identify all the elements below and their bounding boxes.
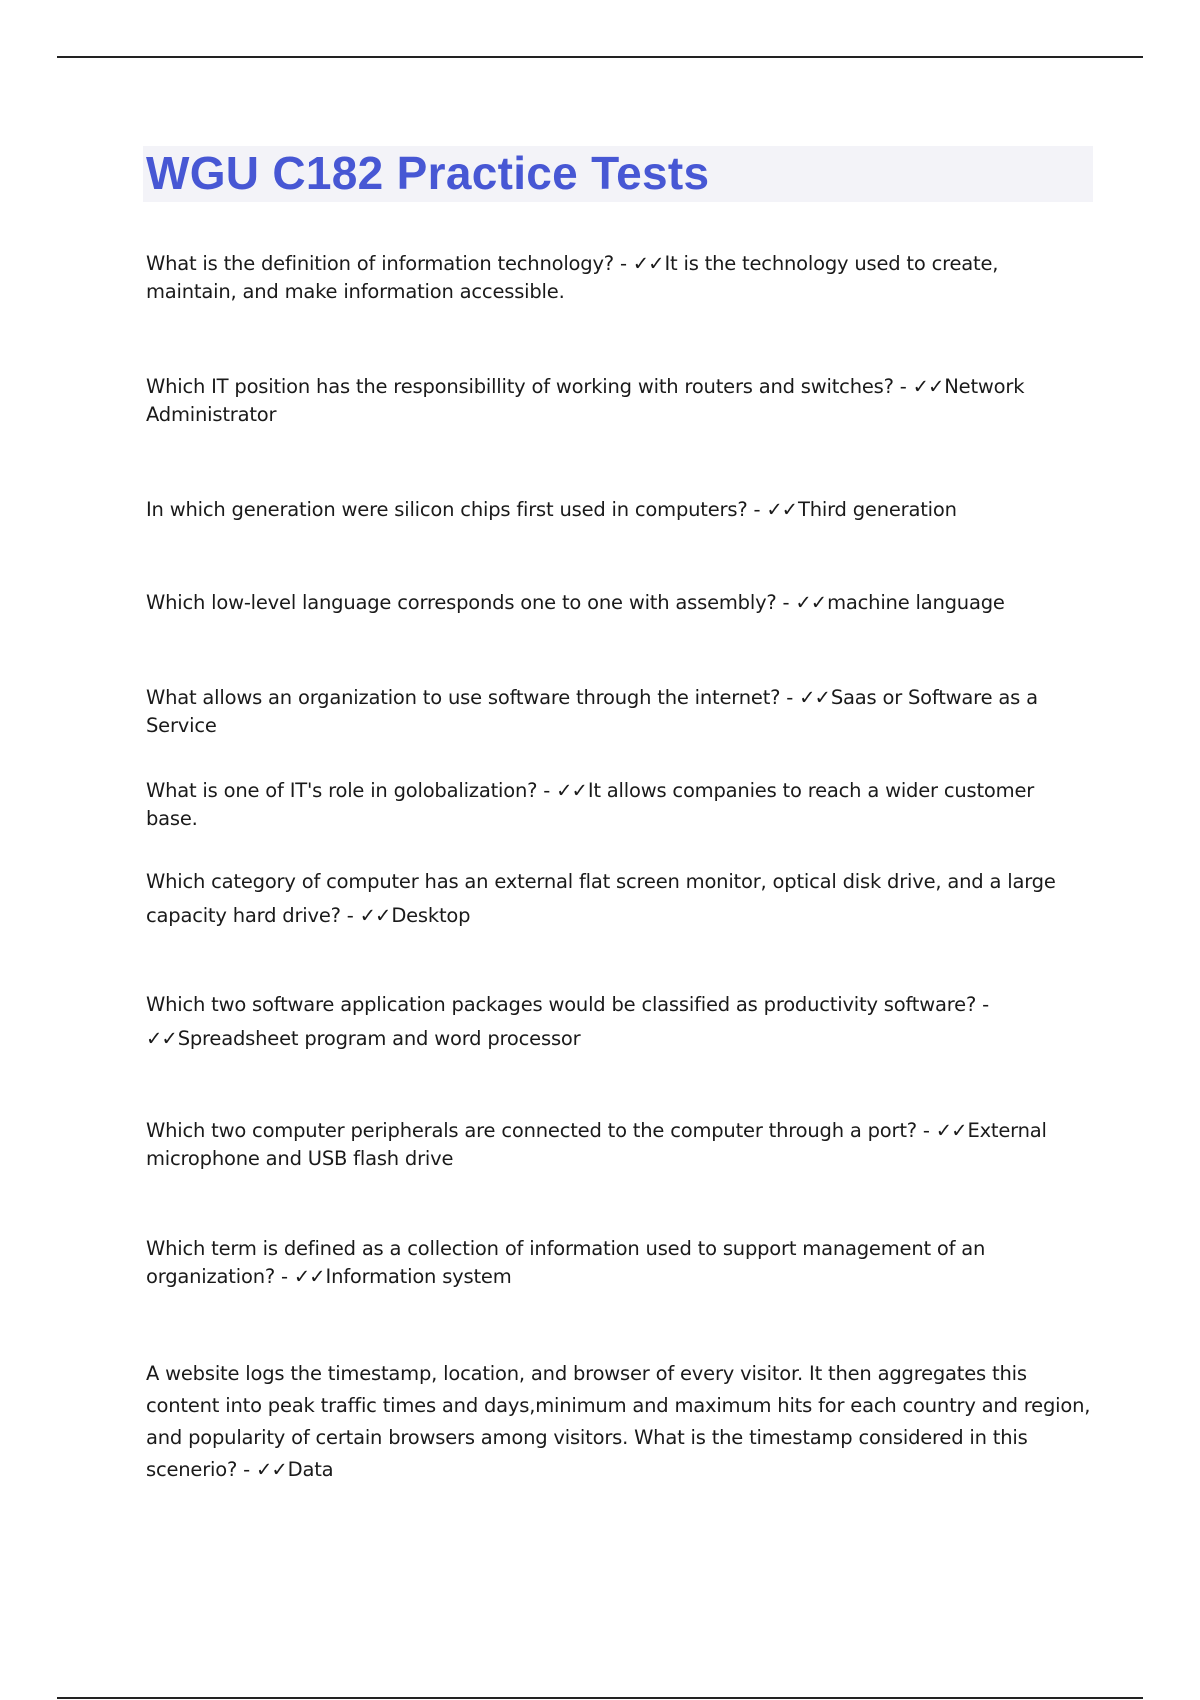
question-text: Which category of computer has an external flat screen monitor, optical disk drive, and a large capacity hard drive? - [146,870,1056,927]
answer-text: Network Administrator [146,375,1025,426]
double-check-icon: ✓✓ [912,375,944,398]
double-check-icon: ✓✓ [935,1119,967,1142]
question-text: Which IT position has the responsibillity of working with routers and switches? - [146,375,913,398]
double-check-icon: ✓✓ [255,1458,287,1481]
answer-text: It is the technology used to create, maintain, and make information accessible. [146,252,999,303]
answer-text: Information system [325,1265,512,1288]
question-text: Which term is defined as a collection of information used to support management of an organization? - [146,1237,986,1288]
question-text: What allows an organization to use software through the internet? - [146,686,800,709]
document-title: WGU C182 Practice Tests [146,147,710,199]
question-text: In which generation were silicon chips first used in computers? - [146,498,767,521]
qa-item-2 [146,373,1091,429]
question-text: Which two computer peripherals are connected to the computer through a port? - [146,1119,936,1142]
qa-item-1 [146,250,1091,306]
question-text: Which two software application packages would be classified as productivity software? - [146,993,989,1016]
answer-text: machine language [827,591,1005,614]
qa-item-10 [146,1235,1091,1291]
answer-text: Desktop [391,904,471,927]
qa-item-4 [146,589,1091,617]
qa-item-8 [146,988,1091,1056]
question-text: What is the definition of information technology? - [146,252,633,275]
answer-text: Data [287,1458,334,1481]
answer-text: External microphone and USB flash drive [146,1119,1047,1170]
qa-item-3 [146,496,1091,524]
double-check-icon: ✓✓ [799,686,830,709]
double-check-icon: ✓✓ [766,498,797,521]
top-rule [57,56,1143,58]
question-text: A website logs the timestamp, location, and browser of every visitor. It then aggregates this content into peak traffic times and days,minimum and maximum hits for each country and region, and popularity of certain browsers among visitors. What is the timestamp considered in this scenerio? - [146,1362,1091,1481]
bottom-rule [57,1697,1143,1699]
qa-item-5 [146,684,1091,740]
double-check-icon: ✓✓ [795,591,827,614]
qa-item-7 [146,865,1091,933]
question-text: What is one of IT's role in golobalization? - [146,779,557,802]
qa-item-11 [146,1358,1091,1486]
qa-item-6 [146,777,1091,833]
double-check-icon: ✓✓ [293,1265,325,1288]
answer-text: It allows companies to reach a wider customer base. [146,779,1035,830]
double-check-icon: ✓✓ [632,252,664,275]
double-check-icon: ✓✓ [146,1027,177,1050]
qa-item-9 [146,1117,1091,1173]
double-check-icon: ✓✓ [556,779,587,802]
answer-text: Third generation [798,498,957,521]
answer-text: Spreadsheet program and word processor [177,1027,581,1050]
answer-text: Saas or Software as a Service [146,686,1038,737]
double-check-icon: ✓✓ [359,904,391,927]
question-text: Which low-level language corresponds one to one with assembly? - [146,591,796,614]
